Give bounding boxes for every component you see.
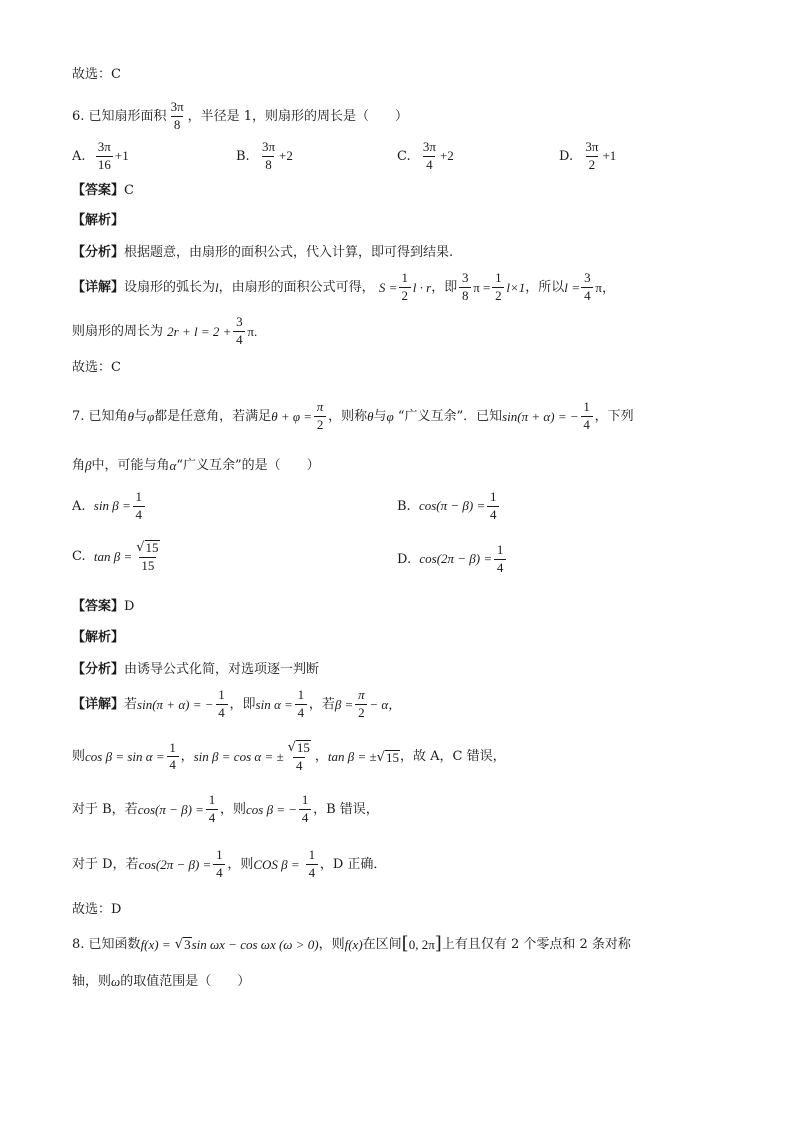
q7-option-c: C. tan β = √ 15 15 (72, 540, 159, 573)
q7-detail-line-1: 【详解】 若 sin(π + α) = − $\frac{1}{4}$ ，即 sin α = $\frac{1}{4}$ ，若 β = $\frac{\pi}{2}$ − α， (72, 687, 402, 720)
q7-detail-line-4: 对于 D，若 cos(2π − β) = $\frac{1}{4}$ ，则 COS β = $\frac{1}{4}$ ，D 正确． (72, 847, 387, 880)
q7-fenxi: 【分析】 由诱导公式化简，对选项逐一判断 (72, 662, 320, 677)
q6-answer: 【答案】 C (72, 183, 134, 198)
q6-option-c: C. $\frac{3\pi}{4}$ +2 (397, 139, 454, 172)
q6-option-d: D. $\frac{3\pi}{2}$ +1 (559, 139, 617, 172)
q7-detail-line-3: 对于 B，若 cos(π − β) = $\frac{1}{4}$ ，则 cos β = − $\frac{1}{4}$ ，B 错误， (72, 792, 379, 825)
q6-final-answer: 故选：C (72, 360, 121, 375)
q7-answer: 【答案】 D (72, 599, 135, 614)
q7-stem-line-2: 角 β 中，可能与角 α “广义互余”的是（ ） (72, 458, 320, 473)
q6-analysis-heading: 【解析】 (72, 213, 125, 228)
q7-stem-line-1: 7. 已知角 θ 与 φ 都是任意角，若满足 θ + φ = $\frac{\pi}{2}$ ，则称 θ 与 φ “广义互余”．已知 sin(π + α) = − $\frac{1}{4}$ ，下列 (72, 399, 634, 432)
q8-stem-line-2: 轴，则 ω 的取值范围是（ ） (72, 974, 251, 989)
q6-option-a: A. $\frac{3\pi}{16}$ +1 (72, 139, 129, 172)
q6-detail-line-2: 则扇形的周长为 2r + l = 2 + $\frac{3}{4}$ π. (72, 314, 258, 347)
q7-final-answer: 故选：D (72, 902, 122, 917)
q6-area-fraction: $\frac{3\pi}{8}$ (170, 99, 184, 132)
q8-stem-line-1: 8. 已知函数 f(x) = √ 3 sin ωx − cos ωx (ω > 0) ，则 f(x) 在区间 [ 0, 2π ] 上有且仅有 2 个零点和 2 条对称 (72, 933, 631, 954)
q7-option-b: B. cos(π − β) = $\frac{1}{4}$ (397, 490, 501, 523)
previous-answer-line: 故选：C (72, 67, 121, 82)
q7-option-a: A. sin β = $\frac{1}{4}$ (72, 490, 147, 523)
q7-option-d: D. cos(2π − β) = $\frac{1}{4}$ (397, 543, 508, 576)
q6-fenxi: 【分析】 根据题意，由扇形的面积公式，代入计算，即可得到结果. (72, 245, 454, 260)
q6-detail-line-1: 【详解】 设扇形的弧长为 l ，由扇形的面积公式可得， S = $\frac{1}{2}$ l · r ，即 $\frac{3}{8}$ π = $\frac{1}{2}$ l×1 ，所以 l = $\frac{3}{4}$ π， (72, 270, 615, 303)
q6-stem: 6. 已知扇形面积 $\frac{3\pi}{8}$ ，半径是 1，则扇形的周长是（ ） (72, 99, 409, 132)
q7-detail-line-2: 则 cos β = sin α = $\frac{1}{4}$ ， sin β = cos α = ± √ 15 4 ， tan β = ± √ 15 ，故 A，C 错误， (72, 739, 506, 773)
q6-option-b: B. $\frac{3\pi}{8}$ +2 (236, 139, 293, 172)
q7-analysis-heading: 【解析】 (72, 630, 125, 645)
